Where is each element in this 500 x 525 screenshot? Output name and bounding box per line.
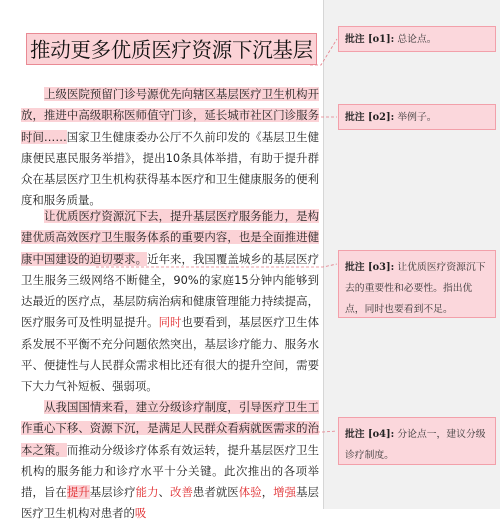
paragraph-3[interactable] [21,397,319,525]
doc-title[interactable]: 推动更多优质医疗资源下沉基层 [26,33,317,65]
red-text: 增强 [273,485,297,500]
red-highlight-text: 提升 [66,485,90,500]
red-text: 体验 [238,485,262,500]
paragraph-1[interactable] [21,84,319,212]
highlighted-text-o3[interactable]: 让优质医疗资源沉下去，提升基层医疗服务能力，是构建优质高效医疗卫生服务体系的重要内容，也是全面推进健康中国建设的迫切要求。 [21,209,319,266]
paragraph-text: 也要看到，基层医疗卫生体系发展不平衡不充分问题依然突出，基层诊疗能力、服务水平、便捷性与人民群众需求相比还有很大的提升空间，需要下大力气补短板、强弱项。 [21,315,319,394]
paragraph-text: 国家卫生健康委办公厅不久前印发的《基层卫生健康便民惠民服务举措》，提出10条具体举措，有助于提升群众在基层医疗卫生机构获得基本医疗和卫生健康服务的便利度和服务质量。 [21,129,319,208]
paragraph-text: 而推动分级诊疗体系有效运转，提升基层医疗卫生机构的服务能力和诊疗水平十分关键。此次推出的各项举措，旨在 [21,442,319,500]
comment-o2[interactable] [338,104,496,130]
comment-label: 批注 [o4]: [345,429,395,440]
paragraph-text: 近年来，我国覆盖城乡的基层医疗卫生服务三级网络不断健全，90%的家庭15分钟内能够到达最近的医疗点，基层防病治病和健康管理能力持续提高，医疗服务可及性明显提升。 [21,251,319,330]
comment-o1[interactable] [338,26,496,52]
comment-text: 举例子。 [397,112,437,123]
comment-text: 分论点一，建议分级诊疗制度。 [345,429,486,461]
red-text: 吸 [134,506,147,521]
comment-label: 批注 [o2]: [345,112,395,123]
comment-label: 批注 [o3]: [345,262,395,273]
comment-text: 让优质医疗资源沉下去的重要性和必要性。指出优点，同时也要看到不足。 [345,262,486,315]
red-text: 同时 [158,315,182,330]
paragraph-text: ， [261,485,274,500]
red-text: 改善 [170,485,193,500]
comment-label: 批注 [o1]: [345,34,395,45]
highlighted-text-o2[interactable]: 上级医院预留门诊号源优先向辖区基层医疗卫生机构开放，推进中高级职称医师值守门诊，延长城市社区门诊服务时间…… [21,87,319,144]
paragraph-2[interactable] [21,206,319,398]
paragraph-text: 患者就医 [192,485,239,500]
paragraph-text: 基层医疗卫生机构对患者的 [21,485,319,521]
paragraph-text: 、 [158,485,170,500]
paragraph-text: 基层诊疗 [89,485,136,500]
highlighted-text-o4[interactable]: 从我国国情来看，建立分级诊疗制度，引导医疗卫生工作重心下移、资源下沉，是满足人民群众看病就医需求的治本之策。 [21,400,319,457]
comment-text: 总论点。 [397,34,437,45]
comment-o4[interactable] [338,417,496,465]
comment-o3[interactable] [338,250,496,318]
red-text: 能力 [135,485,159,500]
